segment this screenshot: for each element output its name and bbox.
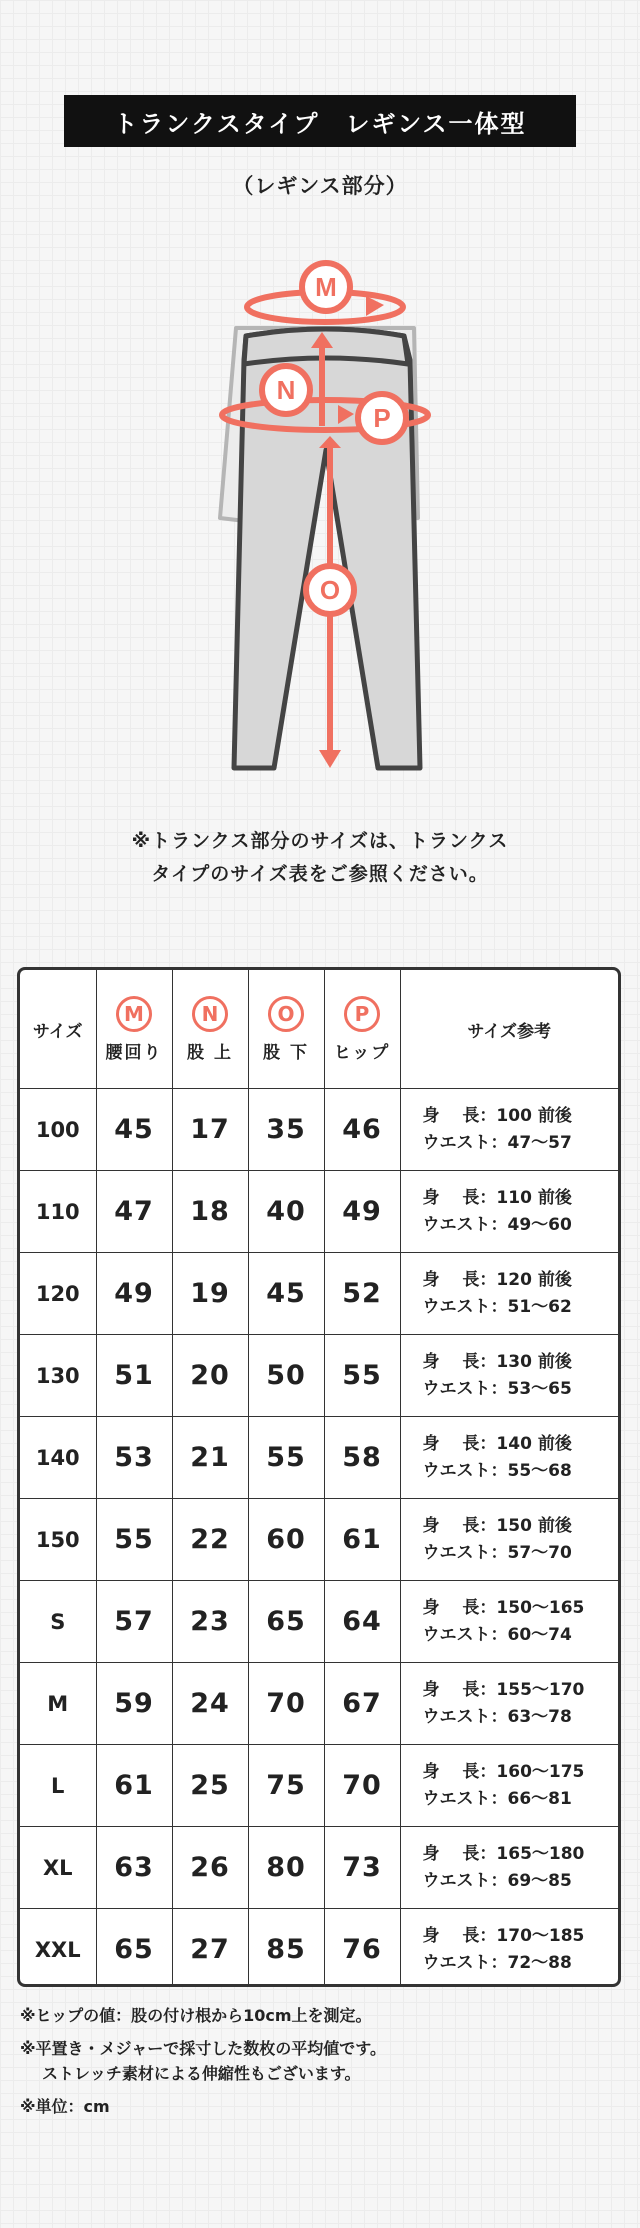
- reference-height: 身 長：150〜165: [422, 1597, 585, 1618]
- rise-value-cell: 19: [172, 1253, 248, 1335]
- waist-value-cell: 53: [96, 1417, 172, 1499]
- size-cell: 150: [20, 1499, 96, 1581]
- hip-value-cell: 73: [324, 1827, 400, 1909]
- size-cell: 140: [20, 1417, 96, 1499]
- note-line-2: タイプのサイズ表をご参照ください。: [151, 863, 489, 885]
- label-n-marker: [262, 366, 310, 414]
- rise-value-cell: 22: [172, 1499, 248, 1581]
- reference-height: 身 長：165〜180: [422, 1843, 585, 1864]
- inseam-value-cell: 40: [248, 1171, 324, 1253]
- reference-height: 身 長：100 前後: [422, 1105, 572, 1126]
- size-cell: XL: [20, 1827, 96, 1909]
- table-row: [20, 1335, 618, 1417]
- table-row: [20, 1171, 618, 1253]
- reference-waist: ウエスト：49〜60: [422, 1214, 572, 1235]
- page-title: トランクスタイプ レギンス一体型: [64, 95, 576, 147]
- reference-waist: ウエスト：55〜68: [422, 1460, 572, 1481]
- size-reference-cell: [400, 1581, 618, 1663]
- header-p: [324, 970, 400, 1089]
- waist-value-cell: 61: [96, 1745, 172, 1827]
- rise-value-cell: 25: [172, 1745, 248, 1827]
- inseam-value-cell: 70: [248, 1663, 324, 1745]
- svg-text:O: O: [319, 575, 341, 605]
- hip-value-cell: 55: [324, 1335, 400, 1417]
- size-chart-table: [17, 967, 621, 1987]
- leggings-measurement-diagram: [0, 240, 640, 780]
- label-m-marker: [302, 263, 350, 311]
- rise-value-cell: 20: [172, 1335, 248, 1417]
- reference-height: 身 長：155〜170: [422, 1679, 585, 1700]
- hip-value-cell: 61: [324, 1499, 400, 1581]
- size-reference-cell: [400, 1663, 618, 1745]
- hip-value-cell: 58: [324, 1417, 400, 1499]
- size-reference-cell: [400, 1089, 618, 1171]
- reference-height: 身 長：160〜175: [422, 1761, 585, 1782]
- footnote-measure-1: ※平置き・メジャーで採寸した数枚の平均値です。: [20, 2039, 386, 2058]
- header-size-reference: サイズ参考: [400, 970, 618, 1089]
- size-cell: 130: [20, 1335, 96, 1417]
- inseam-value-cell: 35: [248, 1089, 324, 1171]
- size-reference-cell: [400, 1745, 618, 1827]
- size-reference-cell: [400, 1253, 618, 1335]
- inseam-value-cell: 50: [248, 1335, 324, 1417]
- hip-value-cell: 46: [324, 1089, 400, 1171]
- footnote-unit: ※単位：cm: [20, 2097, 110, 2116]
- reference-waist: ウエスト：63〜78: [422, 1706, 572, 1727]
- waist-value-cell: 45: [96, 1089, 172, 1171]
- svg-text:M: M: [315, 272, 337, 302]
- waist-value-cell: 59: [96, 1663, 172, 1745]
- svg-text:N: N: [276, 375, 296, 405]
- waist-value-cell: 63: [96, 1827, 172, 1909]
- hip-value-cell: 76: [324, 1909, 400, 1988]
- reference-waist: ウエスト：66〜81: [422, 1788, 572, 1809]
- size-reference-cell: [400, 1499, 618, 1581]
- note-line-1: ※トランクス部分のサイズは、トランクス: [131, 830, 509, 852]
- rise-value-cell: 17: [172, 1089, 248, 1171]
- inseam-value-cell: 85: [248, 1909, 324, 1988]
- reference-height: 身 長：110 前後: [422, 1187, 572, 1208]
- reference-waist: ウエスト：51〜62: [422, 1296, 572, 1317]
- waist-value-cell: 51: [96, 1335, 172, 1417]
- size-cell: L: [20, 1745, 96, 1827]
- size-reference-cell: [400, 1909, 618, 1988]
- reference-waist: ウエスト：53〜65: [422, 1378, 572, 1399]
- reference-height: 身 長：140 前後: [422, 1433, 572, 1454]
- table-row: [20, 1499, 618, 1581]
- size-reference-cell: [400, 1827, 618, 1909]
- section-subtitle: （レギンス部分）: [232, 174, 408, 198]
- reference-height: 身 長：120 前後: [422, 1269, 572, 1290]
- inseam-value-cell: 80: [248, 1827, 324, 1909]
- hip-value-cell: 49: [324, 1171, 400, 1253]
- header-size: サイズ: [20, 970, 96, 1089]
- rise-value-cell: 24: [172, 1663, 248, 1745]
- reference-waist: ウエスト：57〜70: [422, 1542, 572, 1563]
- size-cell: XXL: [20, 1909, 96, 1988]
- inseam-value-cell: 55: [248, 1417, 324, 1499]
- svg-text:P: P: [373, 403, 391, 433]
- waist-value-cell: 57: [96, 1581, 172, 1663]
- header-n-letter: N: [192, 996, 228, 1032]
- rise-value-cell: 21: [172, 1417, 248, 1499]
- trunks-size-note: [0, 825, 640, 891]
- header-p-letter: P: [344, 996, 380, 1032]
- reference-waist: ウエスト：60〜74: [422, 1624, 572, 1645]
- reference-height: 身 長：130 前後: [422, 1351, 572, 1372]
- hip-value-cell: 70: [324, 1745, 400, 1827]
- waist-value-cell: 55: [96, 1499, 172, 1581]
- reference-waist: ウエスト：47〜57: [422, 1132, 572, 1153]
- header-o-label: 股 下: [263, 1042, 309, 1063]
- header-m-letter: M: [116, 996, 152, 1032]
- inseam-value-cell: 45: [248, 1253, 324, 1335]
- rise-value-cell: 27: [172, 1909, 248, 1988]
- table-header-row: [20, 970, 618, 1089]
- reference-waist: ウエスト：72〜88: [422, 1952, 572, 1973]
- size-reference-cell: [400, 1171, 618, 1253]
- footnotes: [20, 2003, 620, 2119]
- waist-value-cell: 65: [96, 1909, 172, 1988]
- table-row: [20, 1745, 618, 1827]
- size-cell: M: [20, 1663, 96, 1745]
- size-cell: 110: [20, 1171, 96, 1253]
- footnote-hip: ※ヒップの値：股の付け根から10cm上を測定。: [20, 2006, 372, 2025]
- header-p-label: ヒップ: [333, 1042, 391, 1063]
- header-m-label: 腰回り: [105, 1042, 163, 1063]
- reference-height: 身 長：150 前後: [422, 1515, 572, 1536]
- table-row: [20, 1909, 618, 1988]
- hip-value-cell: 67: [324, 1663, 400, 1745]
- table-row: [20, 1581, 618, 1663]
- hip-value-cell: 52: [324, 1253, 400, 1335]
- table-row: [20, 1417, 618, 1499]
- header-n: [172, 970, 248, 1089]
- inseam-value-cell: 75: [248, 1745, 324, 1827]
- rise-value-cell: 26: [172, 1827, 248, 1909]
- hip-value-cell: 64: [324, 1581, 400, 1663]
- reference-height: 身 長：170〜185: [422, 1925, 585, 1946]
- header-n-label: 股 上: [187, 1042, 233, 1063]
- table-row: [20, 1827, 618, 1909]
- waist-value-cell: 49: [96, 1253, 172, 1335]
- footnote-measure-2: ストレッチ素材による伸縮性もございます。: [42, 2064, 361, 2083]
- size-cell: 120: [20, 1253, 96, 1335]
- rise-value-cell: 23: [172, 1581, 248, 1663]
- size-reference-cell: [400, 1335, 618, 1417]
- table-row: [20, 1663, 618, 1745]
- size-cell: S: [20, 1581, 96, 1663]
- label-p-marker: [358, 394, 406, 442]
- size-cell: 100: [20, 1089, 96, 1171]
- reference-waist: ウエスト：69〜85: [422, 1870, 572, 1891]
- table-row: [20, 1089, 618, 1171]
- rise-value-cell: 18: [172, 1171, 248, 1253]
- inseam-value-cell: 65: [248, 1581, 324, 1663]
- header-o: [248, 970, 324, 1089]
- header-o-letter: O: [268, 996, 304, 1032]
- inseam-value-cell: 60: [248, 1499, 324, 1581]
- label-o-marker: [306, 566, 354, 614]
- header-m: [96, 970, 172, 1089]
- waist-value-cell: 47: [96, 1171, 172, 1253]
- table-row: [20, 1253, 618, 1335]
- size-reference-cell: [400, 1417, 618, 1499]
